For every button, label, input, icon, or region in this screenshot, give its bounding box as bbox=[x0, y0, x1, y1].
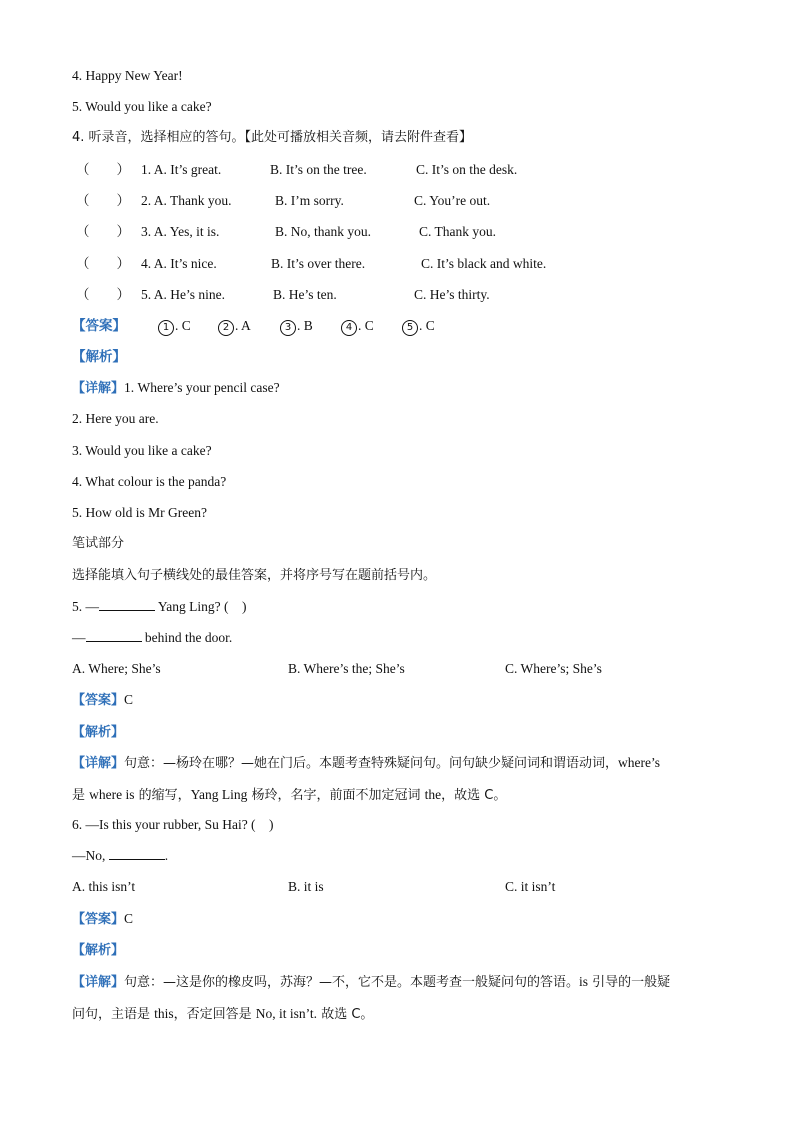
answer-line bbox=[72, 691, 133, 710]
detail-tag: 【详解】 bbox=[72, 756, 125, 771]
circled-number: 2 bbox=[218, 320, 234, 336]
answer-item: 4 . C bbox=[341, 317, 374, 336]
detail-line: 4. What colour is the panda? bbox=[72, 474, 227, 489]
answer-paren[interactable]: （ ） bbox=[76, 256, 130, 271]
answer-item: 1 . C bbox=[158, 317, 191, 336]
option-b: B. I’m sorry. bbox=[275, 193, 344, 208]
answer-tag: 【答案】 bbox=[72, 318, 126, 334]
detail-line: 【详解】1. Where’s your pencil case? bbox=[72, 380, 280, 396]
analysis-tag: 【解析】 bbox=[72, 943, 125, 958]
question-5-line-1: 5. — Yang Ling? ( ) bbox=[72, 599, 247, 614]
question-5-line-2: — behind the door. bbox=[72, 630, 233, 645]
option-a: 1. A. It’s great. bbox=[141, 162, 222, 177]
option-b: B. No, thank you. bbox=[275, 224, 371, 239]
answer-paren[interactable]: （ ） bbox=[76, 224, 130, 239]
analysis-line bbox=[72, 941, 124, 960]
written-heading: 笔试部分 bbox=[72, 536, 125, 551]
option-a: A. this isn’t bbox=[72, 879, 136, 894]
option-b: B. It’s over there. bbox=[271, 256, 366, 271]
option-c: C. It’s on the desk. bbox=[416, 162, 518, 177]
fill-blank[interactable] bbox=[109, 847, 165, 860]
circled-number: 5 bbox=[402, 320, 418, 336]
option-c: C. You’re out. bbox=[414, 193, 491, 208]
answer-paren[interactable]: （ ） bbox=[76, 193, 130, 208]
analysis-tag: 【解析】 bbox=[72, 725, 125, 740]
option-c: C. He’s thirty. bbox=[414, 287, 490, 302]
fill-blank[interactable] bbox=[86, 629, 142, 642]
option-b: B. He’s ten. bbox=[273, 287, 337, 302]
option-b: B. Where’s the; She’s bbox=[288, 661, 405, 676]
fill-blank[interactable] bbox=[99, 598, 155, 611]
listening-line-5: 5. Would you like a cake? bbox=[72, 99, 212, 114]
option-a: A. Where; She’s bbox=[72, 661, 161, 676]
answer-paren[interactable]: （ ） bbox=[76, 162, 130, 177]
analysis-tag: 【解析】 bbox=[72, 349, 126, 365]
answer-tag: 【答案】 bbox=[72, 693, 125, 708]
answer-line bbox=[72, 910, 133, 929]
option-c: C. Thank you. bbox=[419, 224, 496, 239]
option-a: 2. A. Thank you. bbox=[141, 193, 232, 208]
option-c: C. it isn’t bbox=[505, 879, 556, 894]
answer-value: C bbox=[124, 911, 134, 926]
detail-line: 5. How old is Mr Green? bbox=[72, 505, 207, 520]
section-4-title: 4. 听录音，选择相应的答句。【此处可播放相关音频，请去附件查看】 bbox=[72, 130, 473, 145]
question-6-line-1: 6. —Is this your rubber, Su Hai? ( ) bbox=[72, 817, 274, 832]
detail-tag: 【详解】 bbox=[72, 381, 125, 396]
question-6-line-2: —No, . bbox=[72, 848, 169, 863]
option-b: B. It’s on the tree. bbox=[270, 162, 367, 177]
detail-line: 3. Would you like a cake? bbox=[72, 443, 212, 458]
option-a: 3. A. Yes, it is. bbox=[141, 224, 220, 239]
question-6-detail: 【详解】句意：—这是你的橡皮吗，苏海？—不，它不是。本题考查一般疑问句的答语。is 引导的一般疑 问句，主语是 this，否定回答是 No, it isn’t. 故选 C。 bbox=[72, 974, 671, 1022]
circled-number: 4 bbox=[341, 320, 357, 336]
question-5-detail: 【详解】句意：—杨玲在哪？—她在门后。本题考查特殊疑问句。问句缺少疑问词和谓语动词，where’s 是 where is 的缩写，Yang Ling 杨玲，名字，前面不加定冠词 the，故选 C。 bbox=[72, 755, 661, 803]
answer-paren[interactable]: （ ） bbox=[76, 287, 130, 302]
answer-item: 5 . C bbox=[402, 317, 435, 336]
option-a: 4. A. It’s nice. bbox=[141, 256, 217, 271]
answer-value: C bbox=[124, 692, 134, 707]
option-c: C. It’s black and white. bbox=[421, 256, 547, 271]
answer-tag: 【答案】 bbox=[72, 912, 125, 927]
circled-number: 3 bbox=[280, 320, 296, 336]
analysis-line bbox=[72, 723, 124, 742]
written-instruction: 选择能填入句子横线处的最佳答案，并将序号写在题前括号内。 bbox=[72, 568, 437, 583]
circled-number: 1 bbox=[158, 320, 174, 336]
answer-item: 2 . A bbox=[218, 317, 251, 336]
answer-item: 3 . B bbox=[280, 317, 313, 336]
detail-tag: 【详解】 bbox=[72, 975, 125, 990]
listening-line-4: 4. Happy New Year! bbox=[72, 68, 183, 83]
option-c: C. Where’s; She’s bbox=[505, 661, 602, 676]
option-a: 5. A. He’s nine. bbox=[141, 287, 225, 302]
detail-line: 2. Here you are. bbox=[72, 411, 159, 426]
option-b: B. it is bbox=[288, 879, 324, 894]
